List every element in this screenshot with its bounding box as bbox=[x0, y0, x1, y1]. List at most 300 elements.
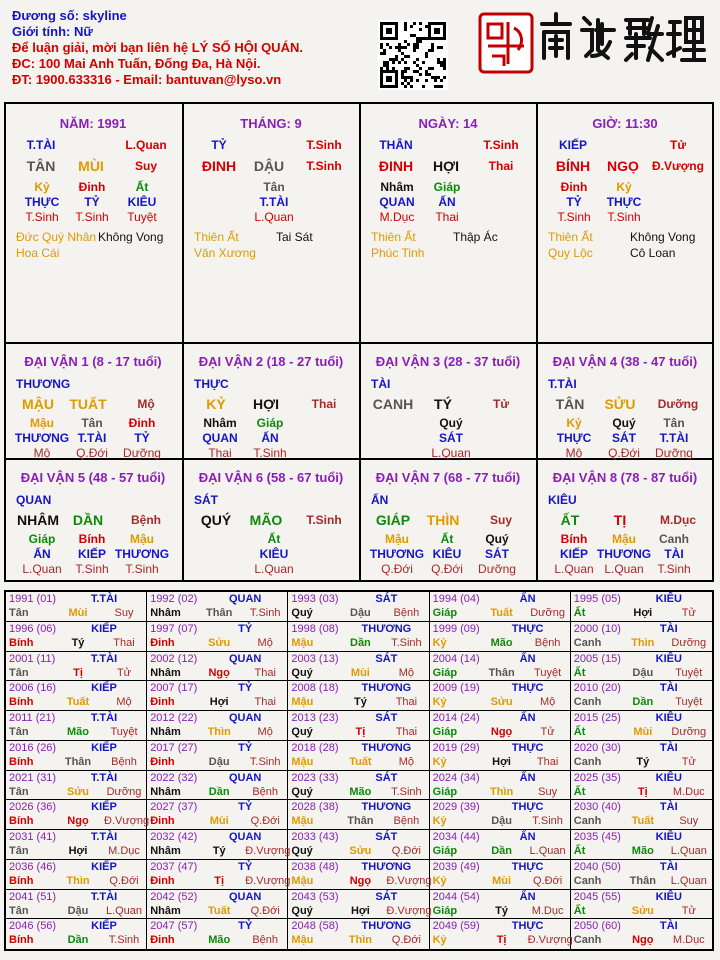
year-god: KIÊU bbox=[655, 652, 682, 665]
dai-van-hidden-star: Dưỡng bbox=[655, 446, 693, 460]
dai-van-5 bbox=[6, 460, 180, 574]
spirit-star: Thiên Ất bbox=[371, 230, 416, 244]
dai-van-hidden-star: Q.Đới bbox=[608, 446, 640, 460]
year-cell bbox=[147, 800, 288, 830]
red-seal-stamp bbox=[478, 12, 534, 74]
year-stem: Mậu bbox=[291, 696, 314, 709]
year-stage: M.Dục bbox=[531, 904, 564, 917]
year-cell bbox=[571, 681, 712, 711]
year-stem: Đinh bbox=[150, 934, 175, 947]
year-stem: Nhâm bbox=[150, 845, 181, 857]
year-stage: Thai bbox=[395, 696, 418, 709]
spirit-star: Tai Sát bbox=[276, 230, 313, 244]
dai-van-4 bbox=[538, 344, 712, 458]
year-stem: Mậu bbox=[291, 874, 314, 887]
year-label: 2047 (57) bbox=[150, 920, 198, 933]
year-label: 1995 (05) bbox=[573, 593, 621, 605]
year-stage: Thai bbox=[395, 726, 418, 738]
year-branch: Tuất bbox=[631, 815, 654, 828]
pillar-stage: Suy bbox=[134, 159, 157, 173]
year-stage: Suy bbox=[679, 815, 699, 828]
dai-van-stem: NHÂM bbox=[17, 512, 59, 528]
spirit-star: Cô Loan bbox=[630, 246, 676, 260]
dai-van-hidden-star: T.Sinh bbox=[75, 562, 109, 576]
dai-van-hidden-god: KIÊU bbox=[432, 547, 462, 561]
chart-panel bbox=[4, 102, 714, 582]
year-stage: Mộ bbox=[539, 696, 556, 709]
dai-van-hidden: Canh bbox=[659, 532, 689, 546]
dai-van-7 bbox=[361, 460, 535, 574]
hidden-god: TỶ bbox=[566, 195, 582, 209]
year-stem: Tân bbox=[9, 666, 29, 679]
year-branch: Mão bbox=[208, 934, 231, 947]
year-stem: Kỷ bbox=[432, 696, 447, 709]
year-label: 1998 (08) bbox=[291, 622, 339, 635]
dai-van-hidden-star: Mộ bbox=[565, 446, 583, 460]
year-label: 2032 (42) bbox=[150, 831, 198, 843]
year-label: 2012 (22) bbox=[150, 712, 198, 724]
year-cell bbox=[6, 800, 150, 830]
year-stage: Tuyệt bbox=[534, 666, 562, 679]
year-label: 2027 (37) bbox=[150, 801, 198, 814]
year-cell bbox=[288, 860, 432, 890]
year-stage: Q.Đới bbox=[391, 845, 421, 857]
dai-van-hidden-god: TÀI bbox=[664, 547, 684, 561]
year-god: KIÊU bbox=[655, 593, 682, 605]
year-branch: Tuất bbox=[207, 904, 231, 917]
year-cell bbox=[288, 741, 429, 771]
dai-van-hidden-star: Mộ bbox=[33, 446, 51, 460]
phone-email: ĐT: 1900.633316 - Email: bantuvan@lyso.vn bbox=[12, 72, 282, 87]
year-cell bbox=[147, 622, 288, 652]
year-cell bbox=[147, 771, 288, 801]
year-stage: Q.Đới bbox=[250, 815, 280, 828]
year-stem: Kỷ bbox=[432, 934, 447, 947]
year-label: 2010 (20) bbox=[573, 682, 621, 695]
dai-van-hidden-god: T.TÀI bbox=[659, 431, 689, 445]
hidden-star: L.Quan bbox=[254, 210, 294, 224]
year-branch: Mão bbox=[490, 636, 513, 649]
year-label: 1997 (07) bbox=[150, 622, 198, 635]
year-stem: Ất bbox=[573, 785, 586, 798]
year-label: 1992 (02) bbox=[150, 593, 198, 605]
hidden-god: QUAN bbox=[379, 195, 415, 209]
dai-van-branch: HỢI bbox=[253, 396, 279, 412]
dai-van-god: THƯƠNG bbox=[16, 377, 71, 391]
year-stem: Đinh bbox=[150, 636, 175, 649]
year-god: ẤN bbox=[519, 712, 536, 724]
year-stage: Đ.Vượng bbox=[245, 874, 291, 887]
year-god: SÁT bbox=[375, 593, 398, 605]
year-god: QUAN bbox=[228, 712, 262, 724]
year-stage: Mộ bbox=[116, 696, 132, 709]
year-stem: Ất bbox=[573, 666, 586, 679]
year-branch: Mùi bbox=[633, 726, 653, 738]
year-cell bbox=[430, 771, 571, 801]
year-stage: T.Sinh bbox=[532, 815, 563, 828]
year-branch: Tuất bbox=[349, 755, 372, 768]
pillar-stem: ĐINH bbox=[378, 158, 414, 174]
dai-van-hidden: Giáp bbox=[28, 532, 56, 546]
spirit-star: Không Vong bbox=[98, 230, 164, 244]
year-label: 2014 (24) bbox=[432, 712, 480, 724]
dai-van-header: ĐẠI VẬN 4 (38 - 47 tuổi) bbox=[552, 354, 698, 369]
dai-van-header: ĐẠI VẬN 7 (68 - 77 tuổi) bbox=[375, 470, 521, 485]
year-stage: Tuyệt bbox=[675, 696, 703, 709]
year-cell bbox=[430, 741, 571, 771]
year-stage: L.Quan bbox=[670, 874, 707, 887]
dai-van-hidden-star: L.Quan bbox=[604, 562, 644, 576]
year-label: 2001 (11) bbox=[9, 652, 56, 665]
hidden-star: T.Sinh bbox=[557, 210, 591, 224]
year-cell bbox=[571, 860, 712, 890]
spirit-star: Thiên Ất bbox=[548, 230, 593, 244]
dai-van-branch: TUẤT bbox=[69, 396, 107, 412]
year-stem: Đinh bbox=[150, 815, 175, 828]
dai-van-header: ĐẠI VẬN 6 (58 - 67 tuổi) bbox=[198, 470, 344, 485]
year-branch: Mùi bbox=[350, 666, 370, 679]
year-label: 2048 (58) bbox=[291, 920, 339, 933]
year-branch: Sửu bbox=[631, 904, 654, 917]
year-god: KIÊU bbox=[655, 890, 682, 903]
year-branch: Dậu bbox=[67, 904, 89, 917]
year-god: QUAN bbox=[228, 890, 262, 903]
year-stem: Bính bbox=[9, 696, 34, 709]
year-god: KIẾP bbox=[91, 920, 117, 933]
year-branch: Ngọ bbox=[67, 815, 89, 828]
year-branch: Tý bbox=[636, 755, 650, 768]
dai-van-stage: T.Sinh bbox=[306, 513, 342, 527]
dai-van-god: QUAN bbox=[16, 493, 52, 507]
pillar-stage: Đ.Vượng bbox=[652, 159, 704, 173]
year-stem: Đinh bbox=[150, 696, 175, 709]
year-cell bbox=[571, 592, 712, 622]
year-god: TỶ bbox=[238, 741, 253, 754]
dai-van-stage: Suy bbox=[489, 513, 512, 527]
year-god: SÁT bbox=[375, 890, 398, 903]
year-branch: Dần bbox=[491, 845, 512, 857]
year-god: KIÊU bbox=[655, 831, 682, 843]
pillar-4 bbox=[538, 104, 712, 340]
year-stem: Đinh bbox=[150, 874, 175, 887]
year-branch: Hợi bbox=[492, 755, 511, 768]
year-stem: Ất bbox=[573, 726, 586, 738]
dai-van-2 bbox=[184, 344, 358, 458]
spirit-star: Quy Lộc bbox=[548, 246, 593, 260]
dai-van-hidden: Quý bbox=[612, 416, 636, 430]
annual-luck-grid bbox=[4, 590, 714, 951]
dai-van-hidden: Bính bbox=[560, 532, 588, 546]
dai-van-stage: M.Dục bbox=[660, 513, 696, 527]
hidden-star: T.Sinh bbox=[25, 210, 59, 224]
year-cell bbox=[430, 919, 571, 949]
year-stem: Canh bbox=[573, 874, 602, 887]
year-label: 2040 (50) bbox=[573, 860, 621, 873]
year-label: 2030 (40) bbox=[573, 801, 621, 814]
year-label: 2039 (49) bbox=[432, 860, 480, 873]
year-stem: Giáp bbox=[432, 607, 458, 619]
year-stem: Nhâm bbox=[150, 904, 181, 917]
year-branch: Tý bbox=[495, 904, 509, 917]
year-branch: Dần bbox=[350, 636, 371, 649]
dai-van-stem: CANH bbox=[372, 396, 414, 412]
year-stem: Bính bbox=[9, 636, 34, 649]
contact-invite: Để luận giải, mời bạn liên hệ LÝ SỐ HỘI QUÁN. bbox=[12, 40, 303, 55]
year-stem: Bính bbox=[9, 755, 34, 768]
year-label: 2009 (19) bbox=[432, 682, 480, 695]
year-god: THƯƠNG bbox=[361, 920, 412, 933]
year-cell bbox=[6, 771, 147, 801]
dai-van-branch: SỬU bbox=[604, 396, 636, 412]
dai-van-stage: Dưỡng bbox=[657, 397, 699, 411]
year-cell bbox=[6, 711, 147, 741]
dai-van-hidden: Ất bbox=[440, 532, 454, 546]
year-god: SÁT bbox=[375, 712, 398, 724]
year-god: SÁT bbox=[375, 652, 398, 665]
year-label: 1996 (06) bbox=[9, 622, 57, 635]
year-label: 2022 (32) bbox=[150, 771, 198, 784]
year-cell bbox=[288, 711, 429, 741]
year-stem: Kỷ bbox=[432, 874, 447, 887]
dai-van-hidden: Bính bbox=[78, 532, 106, 546]
year-branch: Tý bbox=[71, 636, 85, 649]
year-stage: L.Quan bbox=[105, 904, 143, 917]
year-stem: Quý bbox=[291, 607, 313, 619]
year-label: 1994 (04) bbox=[432, 593, 480, 605]
year-cell bbox=[288, 652, 429, 682]
hidden-god: T.TÀI bbox=[259, 195, 289, 209]
year-god: T.TÀI bbox=[90, 652, 118, 665]
year-stem: Quý bbox=[291, 845, 313, 857]
dai-van-hidden-star: L.Quan bbox=[254, 562, 294, 576]
hidden-stem: Đinh bbox=[78, 180, 106, 194]
year-god: TÀI bbox=[659, 622, 678, 635]
year-cell bbox=[147, 890, 288, 920]
year-stage: L.Quan bbox=[529, 845, 566, 857]
year-branch: Thìn bbox=[66, 874, 90, 887]
pillar-god-right: L.Quan bbox=[125, 138, 167, 152]
year-label: 2036 (46) bbox=[9, 860, 57, 873]
dai-van-hidden-star: L.Quan bbox=[431, 446, 471, 460]
year-god: KIẾP bbox=[91, 741, 117, 754]
year-branch: Dậu bbox=[350, 607, 371, 619]
dai-van-hidden-god: SÁT bbox=[485, 547, 509, 561]
year-label: 2028 (38) bbox=[291, 801, 339, 814]
year-cell bbox=[430, 860, 571, 890]
dai-van-hidden: Quý bbox=[485, 532, 509, 546]
hidden-god: THỰC bbox=[606, 195, 642, 209]
spirit-star: Văn Xương bbox=[194, 246, 256, 260]
pillar-god-right: T.Sinh bbox=[483, 138, 519, 152]
hidden-god: THỰC bbox=[24, 195, 60, 209]
year-stage: Thai bbox=[254, 696, 276, 709]
year-cell bbox=[430, 830, 571, 860]
year-cell bbox=[6, 652, 147, 682]
dai-van-stage: Tử bbox=[492, 397, 510, 411]
year-stage: Suy bbox=[114, 607, 134, 619]
year-branch: Mão bbox=[349, 785, 372, 798]
year-stem: Mậu bbox=[291, 636, 314, 649]
year-god: KIÊU bbox=[655, 771, 682, 784]
year-stage: Đ.Vượng bbox=[104, 815, 150, 828]
dai-van-stem: GIÁP bbox=[375, 512, 411, 528]
dai-van-hidden-star: T.Sinh bbox=[657, 562, 691, 576]
year-god: TỶ bbox=[238, 801, 253, 814]
year-cell bbox=[571, 800, 712, 830]
pillar-branch: MÙI bbox=[78, 158, 104, 174]
dai-van-hidden-star: T.Sinh bbox=[253, 446, 287, 460]
year-cell bbox=[6, 592, 147, 622]
year-stem: Giáp bbox=[432, 904, 458, 917]
pillar-header: THÁNG: 9 bbox=[240, 116, 302, 131]
year-branch: Hợi bbox=[633, 607, 653, 619]
year-cell bbox=[288, 800, 429, 830]
dai-van-hidden-god: THƯƠNG bbox=[369, 547, 425, 561]
dai-van-hidden-god: T.TÀI bbox=[77, 431, 107, 445]
dai-van-hidden-god: SÁT bbox=[612, 431, 636, 445]
year-stage: Mộ bbox=[398, 755, 415, 768]
year-stage: Mộ bbox=[398, 666, 415, 679]
year-god: THỰC bbox=[511, 741, 544, 754]
pillar-1 bbox=[6, 104, 180, 340]
year-god: SÁT bbox=[375, 771, 398, 784]
year-cell bbox=[288, 681, 429, 711]
year-label: 2016 (26) bbox=[9, 741, 57, 754]
year-god: THỰC bbox=[511, 622, 544, 635]
pillar-stage: T.Sinh bbox=[306, 159, 342, 173]
year-branch: Thìn bbox=[489, 785, 514, 798]
year-cell bbox=[147, 860, 291, 890]
year-branch: Tị bbox=[496, 934, 507, 947]
year-stem: Canh bbox=[573, 696, 602, 709]
year-god: T.TÀI bbox=[90, 771, 118, 784]
year-stem: Canh bbox=[573, 934, 602, 947]
year-branch: Sửu bbox=[349, 845, 372, 857]
year-god: QUAN bbox=[228, 831, 262, 843]
year-cell bbox=[430, 622, 571, 652]
year-stem: Giáp bbox=[432, 726, 458, 738]
year-branch: Tị bbox=[637, 785, 648, 798]
dai-van-header: ĐẠI VẬN 5 (48 - 57 tuổi) bbox=[20, 470, 166, 485]
year-cell bbox=[430, 681, 571, 711]
year-label: 2034 (44) bbox=[432, 831, 480, 843]
dai-van-hidden: Giáp bbox=[256, 416, 284, 430]
year-branch: Sửu bbox=[490, 696, 513, 709]
year-god: QUAN bbox=[228, 652, 262, 665]
year-branch: Sửu bbox=[66, 785, 90, 798]
year-branch: Ngọ bbox=[208, 666, 230, 679]
pillar-stem: TÂN bbox=[26, 158, 56, 174]
dai-van-hidden: Mậu bbox=[612, 532, 636, 546]
hidden-stem: Kỷ bbox=[616, 180, 632, 194]
year-branch: Ngọ bbox=[490, 726, 513, 738]
address: ĐC: 100 Mai Anh Tuấn, Đống Đa, Hà Nội. bbox=[12, 56, 261, 71]
pillar-header: NGÀY: 14 bbox=[418, 116, 478, 131]
year-god: KIẾP bbox=[91, 682, 117, 695]
header-info bbox=[12, 8, 303, 88]
year-god: QUAN bbox=[228, 593, 262, 605]
year-stem: Giáp bbox=[432, 845, 458, 857]
year-stem: Bính bbox=[9, 934, 34, 947]
year-label: 2011 (21) bbox=[9, 712, 56, 724]
dai-van-branch: THÌN bbox=[426, 512, 460, 528]
year-label: 2043 (53) bbox=[291, 890, 339, 903]
dai-van-hidden-god: QUAN bbox=[202, 431, 238, 445]
dai-van-stage: Bệnh bbox=[131, 513, 161, 527]
year-stage: Tử bbox=[116, 666, 132, 679]
year-label: 2023 (33) bbox=[291, 771, 339, 784]
year-cell bbox=[430, 890, 571, 920]
dai-van-hidden-god: KIẾP bbox=[559, 547, 588, 561]
year-label: 2042 (52) bbox=[150, 890, 198, 903]
year-branch: Tị bbox=[73, 666, 83, 679]
year-god: TÀI bbox=[659, 801, 678, 814]
year-stage: Tuyệt bbox=[675, 666, 703, 679]
dai-van-god: KIÊU bbox=[548, 493, 577, 507]
year-cell bbox=[147, 711, 288, 741]
year-label: 2004 (14) bbox=[432, 652, 480, 665]
year-cell bbox=[571, 919, 712, 949]
year-stem: Quý bbox=[291, 666, 313, 679]
hidden-god: ẤN bbox=[438, 195, 456, 209]
dai-van-hidden-star: Dưỡng bbox=[123, 446, 161, 460]
dai-van-god: ẤN bbox=[371, 493, 389, 507]
year-stem: Đinh bbox=[150, 755, 175, 768]
hidden-stem: Giáp bbox=[433, 180, 461, 194]
year-god: THƯƠNG bbox=[361, 741, 412, 754]
dai-van-hidden-god: KIÊU bbox=[259, 547, 289, 561]
pillar-stem: ĐINH bbox=[201, 158, 237, 174]
year-cell bbox=[288, 830, 429, 860]
hidden-star: M.Dục bbox=[379, 210, 415, 224]
year-stage: T.Sinh bbox=[391, 636, 422, 649]
year-stem: Nhâm bbox=[150, 666, 181, 679]
year-god: KIẾP bbox=[91, 622, 117, 635]
year-branch: Tị bbox=[214, 874, 225, 887]
year-branch: Thân bbox=[629, 874, 656, 887]
year-branch: Thìn bbox=[348, 934, 372, 947]
year-branch: Thìn bbox=[207, 726, 231, 738]
year-branch: Tý bbox=[353, 696, 367, 709]
year-branch: Dần bbox=[67, 934, 89, 947]
year-label: 2038 (48) bbox=[291, 860, 339, 873]
year-label: 2045 (55) bbox=[573, 890, 621, 903]
year-stage: Q.Đới bbox=[109, 874, 139, 887]
year-stage: Tử bbox=[681, 755, 696, 768]
year-cell bbox=[6, 681, 147, 711]
spirit-star: Hoa Cái bbox=[16, 246, 60, 260]
year-label: 2031 (41) bbox=[9, 831, 57, 843]
year-label: 2003 (13) bbox=[291, 652, 339, 665]
year-branch: Mùi bbox=[68, 607, 88, 619]
hidden-god: KIÊU bbox=[127, 195, 157, 209]
dai-van-branch: DẦN bbox=[72, 512, 104, 528]
year-stage: Dưỡng bbox=[106, 785, 142, 798]
year-cell bbox=[571, 771, 712, 801]
year-cell bbox=[6, 890, 147, 920]
dai-van-header: ĐẠI VẬN 3 (28 - 37 tuổi) bbox=[375, 354, 521, 369]
year-label: 2021 (31) bbox=[9, 771, 57, 784]
pillar-branch: NGỌ bbox=[607, 158, 639, 174]
year-stem: Kỷ bbox=[432, 636, 447, 649]
year-stage: Thai bbox=[536, 755, 559, 768]
year-god: T.TÀI bbox=[90, 890, 118, 903]
year-god: KIÊU bbox=[655, 712, 682, 724]
year-stage: Tử bbox=[540, 726, 555, 738]
dai-van-stage: Thai bbox=[311, 397, 337, 411]
pillar-god-right: T.Sinh bbox=[306, 138, 342, 152]
hidden-star: Thai bbox=[435, 210, 459, 224]
